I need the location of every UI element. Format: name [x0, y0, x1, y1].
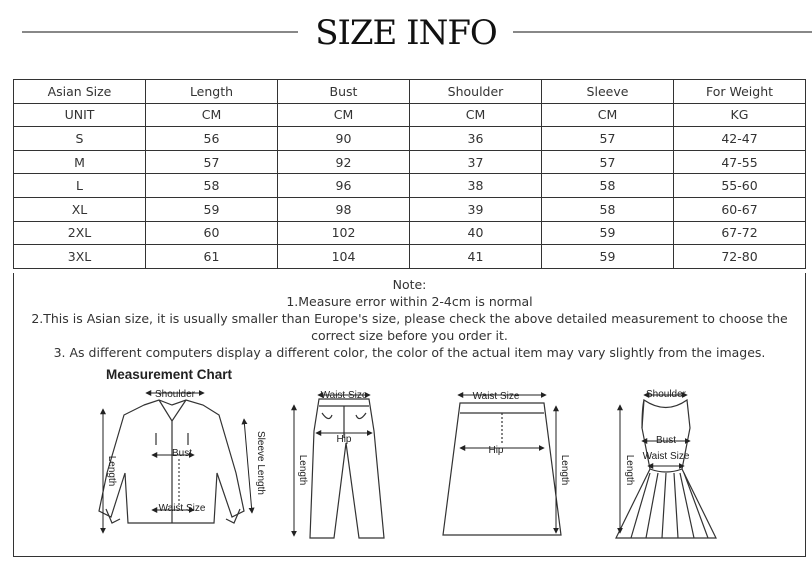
table-row	[14, 245, 806, 269]
dress-length-label: Length	[624, 454, 635, 486]
note-line-1: 1.Measure error within 2-4cm is normal	[286, 294, 533, 309]
table-header-cell: Bust	[278, 80, 410, 104]
table-cell: 67-72	[674, 221, 806, 245]
table-cell: 59	[542, 221, 674, 245]
table-cell: KG	[674, 103, 806, 127]
table-cell: 56	[146, 127, 278, 151]
shirt-sleeve-label: Sleeve Length	[255, 431, 266, 495]
table-cell: 90	[278, 127, 410, 151]
skirt-diagram	[443, 403, 561, 535]
header-rule-left	[22, 31, 298, 33]
table-cell: CM	[278, 103, 410, 127]
table-cell: 39	[410, 197, 542, 221]
page-header	[0, 0, 812, 60]
table-cell: 96	[278, 174, 410, 198]
table-cell: XL	[14, 197, 146, 221]
table-cell: CM	[146, 103, 278, 127]
pants-waist-label: Waist Size	[320, 390, 368, 401]
shirt-length-label: Length	[106, 455, 117, 487]
table-cell: UNIT	[14, 103, 146, 127]
table-cell: 72-80	[674, 245, 806, 269]
table-cell: 58	[542, 174, 674, 198]
table-cell: CM	[410, 103, 542, 127]
pants-hip-label: Hip	[336, 434, 352, 445]
table-row	[14, 221, 806, 245]
page-title: SIZE INFO	[315, 13, 497, 53]
table-cell: 36	[410, 127, 542, 151]
table-header-cell: Asian Size	[14, 80, 146, 104]
table-cell: 98	[278, 197, 410, 221]
table-cell: 47-55	[674, 150, 806, 174]
table-unit-row	[14, 103, 806, 127]
table-cell: 57	[542, 150, 674, 174]
table-cell: L	[14, 174, 146, 198]
size-table	[13, 79, 806, 269]
table-header-row	[14, 80, 806, 104]
table-cell: 3XL	[14, 245, 146, 269]
table-cell: 38	[410, 174, 542, 198]
table-cell: 41	[410, 245, 542, 269]
table-cell: 59	[146, 197, 278, 221]
table-cell: M	[14, 150, 146, 174]
notes-title: Note:	[392, 277, 427, 292]
table-cell: 102	[278, 221, 410, 245]
dress-bust-label: Bust	[655, 435, 677, 446]
table-cell: 40	[410, 221, 542, 245]
table-cell: 37	[410, 150, 542, 174]
shirt-waist-label: Waist Size	[158, 503, 206, 514]
table-cell: 42-47	[674, 127, 806, 151]
header-rule-right	[513, 31, 812, 33]
dress-shoulder-label: Shoulder	[645, 389, 687, 400]
shirt-shoulder-label: Shoulder	[154, 389, 196, 400]
table-row	[14, 150, 806, 174]
table-cell: 57	[146, 150, 278, 174]
table-cell: 60	[146, 221, 278, 245]
skirt-hip-label: Hip	[488, 445, 504, 456]
table-header-cell: Sleeve	[542, 80, 674, 104]
dress-waist-label: Waist Size	[642, 451, 690, 462]
pants-diagram	[310, 399, 384, 538]
table-header-cell: Shoulder	[410, 80, 542, 104]
table-cell: CM	[542, 103, 674, 127]
table-cell: 2XL	[14, 221, 146, 245]
table-row	[14, 127, 806, 151]
pants-length-label: Length	[297, 454, 308, 486]
table-cell: 59	[542, 245, 674, 269]
table-row	[14, 197, 806, 221]
table-cell: 104	[278, 245, 410, 269]
shirt-bust-label: Bust	[171, 448, 193, 459]
table-header-cell: Length	[146, 80, 278, 104]
table-cell: 57	[542, 127, 674, 151]
measurement-chart-illustrations	[14, 273, 805, 556]
skirt-length-label: Length	[559, 454, 570, 486]
table-cell: 58	[146, 174, 278, 198]
table-cell: 58	[542, 197, 674, 221]
table-cell: S	[14, 127, 146, 151]
table-cell: 55-60	[674, 174, 806, 198]
notes-box	[13, 273, 806, 557]
table-cell: 92	[278, 150, 410, 174]
note-line-3: 3. As different computers display a different color, the color of the actual item may vary slightly from the images.	[53, 345, 766, 360]
skirt-waist-label: Waist Size	[472, 391, 520, 402]
table-cell: 61	[146, 245, 278, 269]
table-cell: 60-67	[674, 197, 806, 221]
measurement-chart-title: Measurement Chart	[106, 367, 233, 382]
table-header-cell: For Weight	[674, 80, 806, 104]
table-row	[14, 174, 806, 198]
note-line-2: 2.This is Asian size, it is usually smaller than Europe's size, please check the above detailed measurement to choose the correct size before you order it.	[31, 311, 788, 343]
